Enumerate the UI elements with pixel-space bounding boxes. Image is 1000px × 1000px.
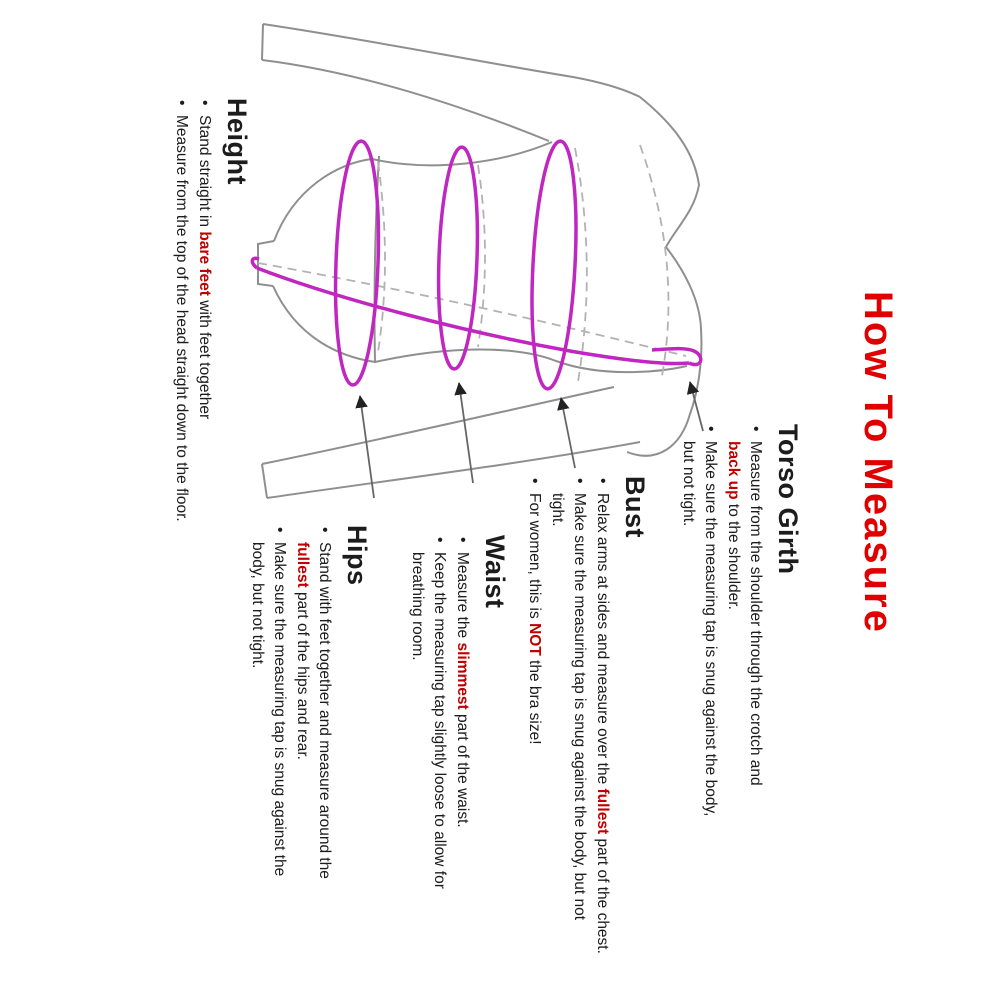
bullet-line (722, 441, 744, 874)
section-title-height: Height (222, 98, 252, 185)
body-text: part of the chest. (594, 834, 611, 954)
waist-back-dashed (478, 165, 485, 347)
hips-arrow (360, 396, 374, 498)
bullet-line (568, 493, 590, 976)
bullet-line (246, 542, 268, 990)
bullet-item (451, 535, 473, 925)
section-bullets-height (170, 98, 215, 578)
bullet-line (313, 542, 335, 990)
body-text: Measure from the top of the head straight down to the floor. (173, 115, 190, 522)
page-title: How To Measure (856, 291, 900, 634)
body-text: Make sure the measuring tap is snug against the body, (702, 441, 719, 817)
emphasized-text: slimmest (454, 642, 471, 710)
section-title-waist: Waist (480, 535, 510, 609)
bullet-line (744, 441, 766, 874)
body-text: body, but not tight. (249, 542, 266, 669)
body-text: with feet together (196, 295, 213, 420)
body-text: but not tight. (680, 441, 697, 527)
body-text: For women, this is (526, 493, 543, 624)
waist-measure-ellipse (435, 146, 481, 369)
body-text: Keep the measuring tap slightly loose to allow for (431, 552, 448, 889)
section-waist (405, 535, 510, 925)
bullet-item (170, 98, 192, 578)
hidden-edges (258, 145, 686, 382)
upper-arm-top-edge (263, 24, 640, 97)
emphasized-text: fullest (294, 542, 311, 588)
emphasized-text: back up (725, 441, 742, 500)
waist-arrow (459, 383, 473, 483)
bullet-line (291, 542, 313, 990)
bullet-item (246, 525, 290, 990)
bullet-line (677, 441, 699, 874)
body-text: Measure the (454, 552, 471, 643)
emphasized-text: NOT (526, 623, 543, 656)
bullet-line (170, 115, 192, 578)
section-bullets-torso-girth (677, 424, 766, 874)
bullet-item (406, 535, 450, 925)
bullet-line (406, 552, 428, 925)
measure-loops (252, 140, 700, 390)
body-text: Measure from the shoulder through the crotch and (747, 441, 764, 786)
section-title-bust: Bust (620, 476, 650, 538)
shoulder-back-dashed (640, 145, 668, 376)
section-hips (245, 525, 372, 990)
bullet-item (291, 525, 335, 990)
bullet-line (546, 493, 568, 976)
body-outline (258, 24, 701, 498)
body-text: to the shoulder. (725, 499, 742, 610)
body-text: Relax arms at sides and measure over the (594, 493, 611, 789)
body-text: breathing room. (409, 552, 426, 661)
body-text: Make sure the measuring tap is snug against the (271, 542, 288, 877)
section-torso-girth (676, 424, 803, 874)
body-text: Stand straight in (196, 115, 213, 232)
upper-arm-wrist-cap (262, 24, 263, 60)
lower-arm-wrist-cap (262, 464, 267, 498)
bullet-line (591, 493, 613, 976)
body-text: tight. (549, 493, 566, 527)
emphasized-text: fullest (594, 788, 611, 835)
bullet-item (523, 476, 545, 976)
bullet-line (268, 542, 290, 990)
bullet-item (193, 98, 215, 578)
section-bullets-hips (246, 525, 335, 990)
hip-top-curve (274, 159, 372, 241)
section-bullets-waist (406, 535, 473, 925)
bullet-item (722, 424, 766, 874)
emphasized-text: bare feet (196, 231, 213, 296)
bullet-line (699, 441, 721, 874)
section-bullets-bust (523, 476, 613, 976)
bust-arrow (561, 398, 575, 468)
bullet-line (451, 552, 473, 925)
section-height (169, 98, 252, 578)
body-text: the bra size! (526, 655, 543, 745)
bullet-item (546, 476, 590, 976)
head-shoulder-back-outline (627, 97, 701, 456)
body-text: Make sure the measuring tap is snug against the body, but not (571, 493, 588, 921)
body-text: part of the waist. (454, 709, 471, 828)
section-title-torso-girth: Torso Girth (773, 424, 803, 575)
hip-bottom-curve (273, 286, 375, 362)
bullet-item (677, 424, 721, 874)
body-text: Stand with feet together and measure around the (316, 542, 333, 879)
upper-arm-bottom-edge (262, 60, 549, 141)
body-text: part of the hips and rear. (294, 587, 311, 760)
bullet-line (523, 493, 545, 976)
bullet-line (193, 115, 215, 578)
section-bust (522, 476, 650, 976)
section-title-hips: Hips (342, 525, 372, 586)
bullet-line (428, 552, 450, 925)
bullet-item (591, 476, 613, 976)
